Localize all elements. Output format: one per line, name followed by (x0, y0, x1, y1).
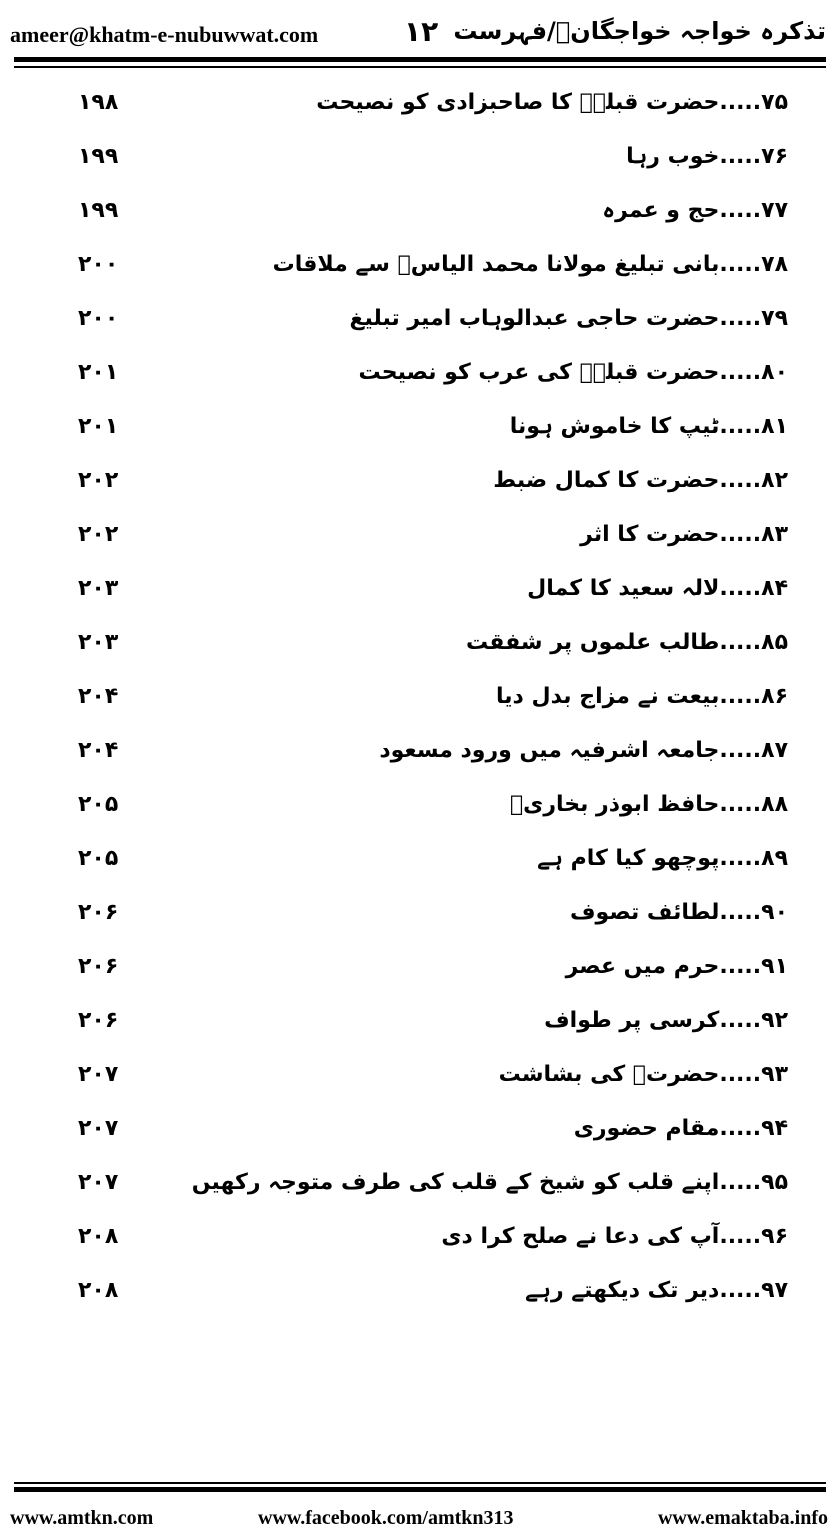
toc-entry-page: ۲۰۸ (78, 1224, 119, 1249)
page-header (0, 0, 840, 52)
toc-row (0, 672, 840, 726)
toc-entry-title: ۹۴.....مقام حضوری (573, 1116, 788, 1141)
toc-entry-page: ۲۰۸ (78, 1278, 119, 1303)
toc-row (0, 456, 840, 510)
footer-rule-thick (14, 1487, 826, 1492)
toc-row (0, 402, 840, 456)
toc-entry-title: ۹۰.....لطائف تصوف (569, 900, 788, 925)
toc-entry-page: ۲۰۱ (78, 414, 119, 439)
page-number: ۱۲ (404, 15, 439, 48)
toc-row (0, 834, 840, 888)
toc-entry-page: ۲۰۵ (78, 792, 119, 817)
toc-entry-title: ۷۵.....حضرت قبلہؒ کا صاحبزادی کو نصیحت (316, 90, 788, 115)
toc-entry-page: ۱۹۹ (78, 144, 119, 169)
table-of-contents (0, 78, 840, 1478)
toc-row (0, 996, 840, 1050)
toc-entry-page: ۲۰۷ (78, 1116, 119, 1141)
toc-entry-title: ۸۵.....طالب علموں پر شفقت (465, 630, 788, 655)
toc-entry-page: ۲۰۴ (78, 738, 119, 763)
toc-entry-page: ۲۰۶ (78, 1008, 119, 1033)
toc-entry-page: ۱۹۹ (78, 198, 119, 223)
toc-entry-title: ۹۳.....حضرتؒ کی بشاشت (498, 1062, 788, 1087)
book-title: تذکرہ خواجہ خواجگانؒ/فہرست (453, 17, 826, 45)
footer-rule-thin (14, 1482, 826, 1484)
toc-row (0, 348, 840, 402)
toc-entry-title: ۸۴.....لالہ سعید کا کمال (527, 576, 788, 601)
toc-entry-title: ۷۷.....حج و عمرہ (602, 198, 788, 223)
toc-row (0, 942, 840, 996)
toc-entry-title: ۸۳.....حضرت کا اثر (580, 522, 788, 547)
header-email: ameer@khatm-e-nubuwwat.com (10, 22, 319, 47)
toc-entry-title: ۹۶.....آپ کی دعا نے صلح کرا دی (441, 1224, 788, 1249)
toc-row (0, 1050, 840, 1104)
toc-entry-title: ۸۲.....حضرت کا کمال ضبط (493, 468, 788, 493)
toc-entry-title: ۸۱.....ٹیپ کا خاموش ہونا (509, 414, 788, 439)
toc-row (0, 186, 840, 240)
toc-entry-page: ۲۰۷ (78, 1170, 119, 1195)
toc-entry-page: ۲۰۲ (78, 522, 119, 547)
footer-facebook-link[interactable]: www.facebook.com/amtkn313 (258, 1507, 514, 1529)
toc-entry-title: ۹۷.....دیر تک دیکھتے رہے (525, 1278, 788, 1303)
toc-entry-page: ۲۰۳ (78, 576, 119, 601)
toc-entry-title: ۸۹.....پوچھو کیا کام ہے (537, 846, 788, 871)
toc-entry-title: ۷۶.....خوب رہا (626, 144, 788, 169)
toc-entry-title: ۹۵.....اپنے قلب کو شیخ کے قلب کی طرف متوجہ رکھیں (191, 1170, 788, 1195)
toc-entry-page: ۲۰۷ (78, 1062, 119, 1087)
toc-row (0, 618, 840, 672)
toc-entry-page: ۲۰۰ (78, 252, 119, 277)
header-rule-thin (14, 66, 826, 68)
toc-entry-page: ۲۰۲ (78, 468, 119, 493)
footer-emaktaba-link[interactable]: www.emaktaba.info (657, 1507, 828, 1529)
toc-row (0, 510, 840, 564)
toc-row (0, 78, 840, 132)
toc-row (0, 1104, 840, 1158)
toc-entry-title: ۸۰.....حضرت قبلہؒ کی عرب کو نصیحت (358, 360, 788, 385)
toc-row (0, 1212, 840, 1266)
toc-entry-page: ۲۰۴ (78, 684, 119, 709)
toc-row (0, 564, 840, 618)
toc-row (0, 780, 840, 834)
footer-website-link[interactable]: www.amtkn.com (10, 1507, 154, 1529)
toc-entry-title: ۹۱.....حرم میں عصر (565, 954, 788, 979)
toc-row (0, 1158, 840, 1212)
toc-row (0, 132, 840, 186)
toc-entry-title: ۸۷.....جامعہ اشرفیہ میں ورود مسعود (379, 738, 788, 763)
toc-entry-page: ۱۹۸ (78, 90, 119, 115)
toc-row (0, 1266, 840, 1320)
toc-entry-title: ۸۸.....حافظ ابوذر بخاریؒ (509, 792, 788, 817)
toc-entry-page: ۲۰۳ (78, 630, 119, 655)
toc-row (0, 240, 840, 294)
toc-entry-page: ۲۰۰ (78, 306, 119, 331)
toc-entry-page: ۲۰۶ (78, 900, 119, 925)
toc-entry-page: ۲۰۶ (78, 954, 119, 979)
toc-entry-title: ۹۲.....کرسی پر طواف (544, 1008, 788, 1033)
toc-entry-page: ۲۰۱ (78, 360, 119, 385)
header-rule-thick (14, 57, 826, 62)
toc-entry-title: ۷۸.....بانی تبلیغ مولانا محمد الیاسؒ سے ملاقات (272, 252, 788, 277)
toc-entry-title: ۸۶.....بیعت نے مزاج بدل دیا (496, 684, 788, 709)
page-footer (0, 1500, 840, 1540)
toc-entry-title: ۷۹.....حضرت حاجی عبدالوہاب امیر تبلیغ (349, 306, 788, 331)
toc-row (0, 888, 840, 942)
toc-entry-page: ۲۰۵ (78, 846, 119, 871)
toc-row (0, 726, 840, 780)
toc-row (0, 294, 840, 348)
